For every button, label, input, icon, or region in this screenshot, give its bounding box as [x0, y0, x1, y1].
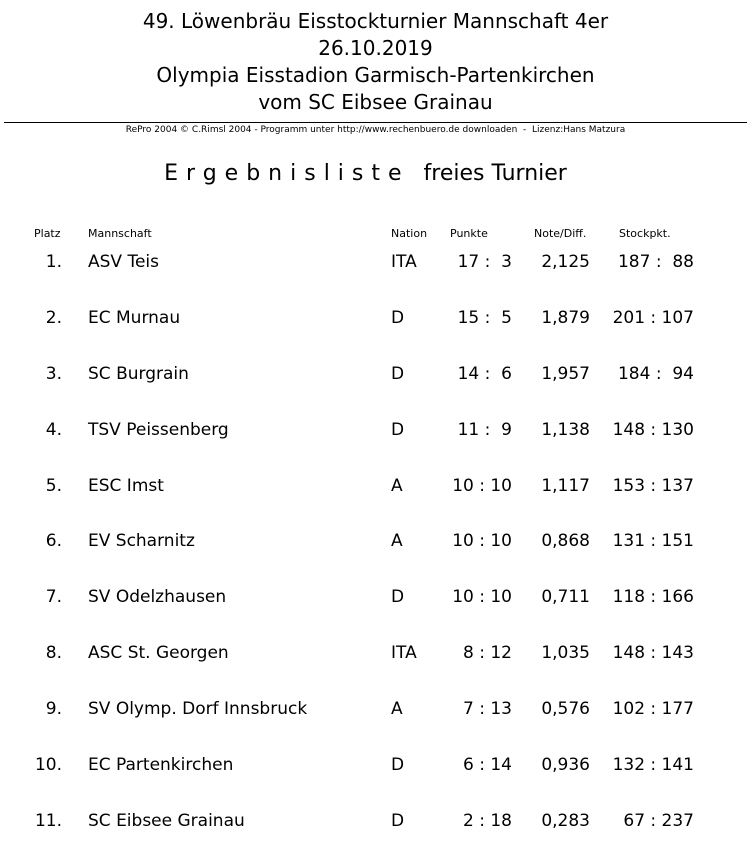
table-row — [0, 583, 751, 639]
stock-points-cell: 148 : 143 — [612, 643, 694, 664]
rank-cell: 6. — [45, 531, 62, 552]
points-cell: 10 : 10 — [452, 475, 512, 496]
list-title-sub: freies Turnier — [423, 161, 567, 186]
rank-cell: 10. — [34, 755, 62, 776]
nation-cell: ITA — [391, 252, 417, 272]
stock-points-cell: 187 : 88 — [617, 252, 694, 272]
team-cell: TSV Peissenberg — [88, 419, 229, 440]
points-cell: 7 : 13 — [463, 699, 512, 720]
event-date: 26.10.2019 — [318, 36, 433, 60]
stock-points-cell: 67 : 237 — [623, 810, 694, 831]
stock-points-cell: 131 : 151 — [612, 531, 694, 552]
column-header-nation: Nation — [391, 227, 428, 240]
table-row — [0, 416, 751, 472]
nation-cell: D — [391, 755, 405, 776]
note-cell: 0,283 — [541, 810, 590, 831]
column-header-rank: Platz — [34, 227, 61, 240]
nation-cell: ITA — [391, 643, 417, 664]
stock-points-cell: 148 : 130 — [612, 419, 694, 440]
column-header-points: Punkte — [450, 227, 488, 240]
stock-points-cell: 118 : 166 — [612, 587, 694, 608]
nation-cell: D — [391, 587, 405, 608]
team-cell: EV Scharnitz — [88, 531, 195, 552]
table-row — [0, 248, 751, 304]
rank-cell: 7. — [45, 587, 62, 608]
rank-cell: 2. — [45, 307, 62, 328]
nation-cell: A — [391, 699, 403, 720]
nation-cell: D — [391, 810, 405, 831]
list-title — [0, 159, 731, 189]
team-cell: SC Burgrain — [88, 363, 189, 384]
points-cell: 2 : 18 — [463, 810, 512, 831]
team-cell: ESC Imst — [88, 475, 164, 496]
note-cell: 1,879 — [541, 307, 590, 328]
table-row — [0, 304, 751, 360]
team-cell: EC Partenkirchen — [88, 755, 234, 776]
column-header-note: Note/Diff. — [534, 227, 587, 240]
points-cell: 15 : 5 — [457, 307, 512, 328]
table-row — [0, 639, 751, 695]
points-cell: 8 : 12 — [463, 643, 512, 664]
points-cell: 17 : 3 — [457, 252, 512, 272]
stock-points-cell: 132 : 141 — [612, 755, 694, 776]
document-header — [0, 8, 751, 116]
rank-cell: 5. — [45, 475, 62, 496]
rank-cell: 9. — [45, 699, 62, 720]
nation-cell: A — [391, 531, 403, 552]
team-cell: SC Eibsee Grainau — [88, 810, 245, 831]
team-cell: EC Murnau — [88, 307, 181, 328]
points-cell: 10 : 10 — [452, 531, 512, 552]
list-title-main: Ergebnisliste — [164, 161, 410, 186]
rank-cell: 4. — [45, 419, 62, 440]
table-row — [0, 695, 751, 751]
table-row — [0, 751, 751, 807]
rank-cell: 8. — [45, 643, 62, 664]
note-cell: 0,711 — [541, 587, 590, 608]
table-row — [0, 527, 751, 583]
note-cell: 2,125 — [541, 252, 590, 272]
nation-cell: D — [391, 307, 405, 328]
rank-cell: 11. — [34, 810, 62, 831]
team-cell: SV Odelzhausen — [88, 587, 227, 608]
event-organizer: vom SC Eibsee Grainau — [258, 90, 493, 114]
table-row — [0, 807, 751, 863]
software-credits: RePro 2004 © C.Rimsl 2004 - Programm unter http://www.rechenbuero.de downloaden - Lizenz:Hans Matzura — [125, 125, 626, 135]
note-cell: 0,576 — [541, 699, 590, 720]
nation-cell: A — [391, 475, 403, 496]
note-cell: 1,117 — [541, 475, 590, 496]
column-headers — [0, 227, 751, 241]
stock-points-cell: 184 : 94 — [617, 363, 694, 384]
stock-points-cell: 201 : 107 — [612, 307, 694, 328]
rank-cell: 3. — [45, 363, 62, 384]
points-cell: 6 : 14 — [463, 755, 512, 776]
nation-cell: D — [391, 419, 405, 440]
column-header-team: Mannschaft — [88, 227, 152, 240]
stock-points-cell: 153 : 137 — [612, 475, 694, 496]
points-cell: 14 : 6 — [457, 363, 512, 384]
points-cell: 10 : 10 — [452, 587, 512, 608]
stock-points-cell: 102 : 177 — [612, 699, 694, 720]
points-cell: 11 : 9 — [457, 419, 512, 440]
note-cell: 0,936 — [541, 755, 590, 776]
event-venue: Olympia Eisstadion Garmisch-Partenkirchen — [156, 63, 595, 87]
column-header-stock: Stockpkt. — [619, 227, 671, 240]
note-cell: 1,138 — [541, 419, 590, 440]
table-row — [0, 472, 751, 528]
note-cell: 1,035 — [541, 643, 590, 664]
rank-cell: 1. — [45, 252, 62, 272]
note-cell: 0,868 — [541, 531, 590, 552]
results-table — [0, 248, 751, 863]
team-cell: ASV Teis — [88, 252, 159, 272]
note-cell: 1,957 — [541, 363, 590, 384]
team-cell: SV Olymp. Dorf Innsbruck — [88, 699, 308, 720]
team-cell: ASC St. Georgen — [88, 643, 229, 664]
header-divider — [4, 122, 747, 123]
nation-cell: D — [391, 363, 405, 384]
event-title: 49. Löwenbräu Eisstockturnier Mannschaft 4er — [142, 9, 609, 33]
table-row — [0, 360, 751, 416]
